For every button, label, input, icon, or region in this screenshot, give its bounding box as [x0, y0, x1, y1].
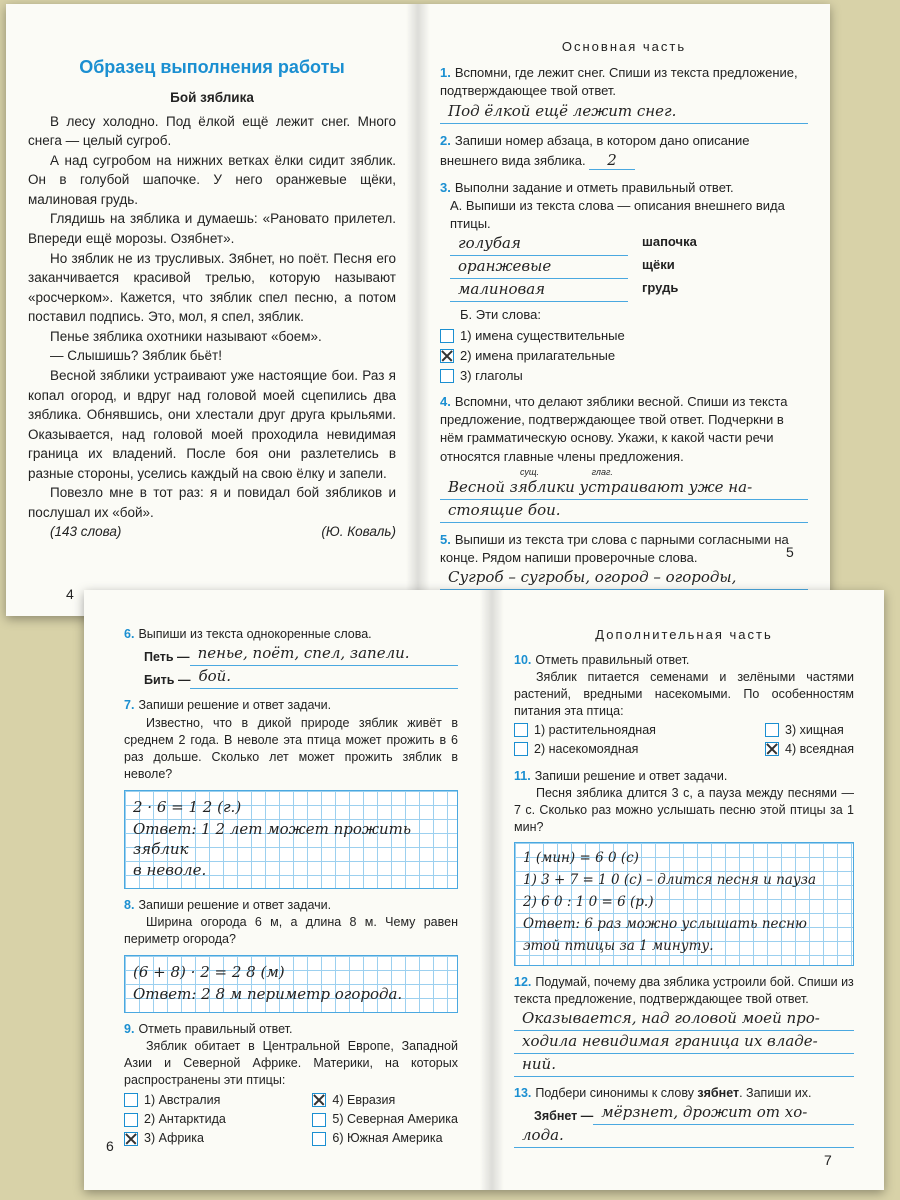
task-text: Вспомни, где лежит снег. Спиши из текста предложение, подтверждающее твой ответ.	[440, 65, 798, 99]
task-title: Запиши решение и ответ задачи.	[138, 897, 332, 912]
page-number-7: 7	[824, 1152, 832, 1168]
checkbox-checked[interactable]	[124, 1132, 138, 1146]
options-col	[312, 1090, 458, 1150]
solution-line: Ответ: 6 раз можно услышать песню	[523, 915, 807, 932]
story-paragraph: Глядишь на зяблика и думаешь: «Рановато прилетел. Впереди ещё морозы. Озябнет».	[28, 211, 396, 247]
option-label: 2) Антарктида	[144, 1111, 226, 1126]
task-3	[440, 179, 808, 385]
option-row[interactable]	[440, 327, 808, 345]
pair-row	[440, 279, 808, 302]
task-title: Отметь правильный ответ.	[138, 1021, 293, 1036]
solution-line: Ответ: 1 2 лет может прожить зяблик	[133, 819, 411, 859]
task-text: Подумай, почему два зяблика устроили бой. Спиши из текста предложение, подтверждающее твой ответ.	[514, 974, 854, 1006]
task-12	[514, 974, 854, 1077]
solution-line: 1 (мин) = 6 0 (с)	[523, 849, 639, 866]
gutter	[406, 4, 430, 616]
task-number: 13.	[514, 1085, 532, 1100]
root-label: Петь —	[144, 650, 190, 664]
task-text: Вспомни, что делают зяблики весной. Спиши из текста предложение, подтверждающее твой ответ. Подчеркни в нём грамматическую основу. Укажи, к какой части речи относятся главные члены предложения.	[440, 394, 788, 464]
answer-line[interactable]: голубая	[450, 233, 628, 256]
answer-line[interactable]: ний.	[514, 1054, 854, 1077]
noun-mark: сущ.	[520, 466, 540, 477]
grammar-marks	[440, 466, 808, 477]
option-row[interactable]	[312, 1111, 458, 1128]
task-number: 1.	[440, 65, 451, 81]
story-paragraph: Повезло мне в тот раз: я и повидал бой зябликов и послушал их «бой».	[28, 485, 396, 520]
option-row[interactable]	[765, 741, 854, 758]
task-number: 9.	[124, 1021, 135, 1036]
story-paragraph: А над сугробом на нижних ветках ёлки сидит зяблик. Он в голубой шапочке. У него оранжевые щёки, малиновая грудь.	[28, 152, 396, 207]
task-number: 5.	[440, 531, 451, 547]
task-text: Подбери синонимы к слову	[535, 1085, 698, 1100]
story-credits	[28, 522, 396, 542]
answer-field[interactable]: 2	[589, 151, 635, 170]
task-9	[124, 1021, 458, 1150]
checkbox[interactable]	[124, 1113, 138, 1127]
solution-grid[interactable]	[124, 955, 458, 1013]
story-title: Бой зяблика	[170, 90, 254, 106]
checkbox[interactable]	[765, 723, 779, 737]
option-row[interactable]	[765, 722, 854, 739]
section-title: Основная часть	[561, 39, 687, 54]
solution-line: Ответ: 2 8 м периметр огорода.	[133, 984, 403, 1003]
checkbox[interactable]	[124, 1093, 138, 1107]
option-label: 3) хищная	[785, 722, 844, 737]
pair-row	[440, 233, 808, 256]
top-spread	[6, 4, 830, 616]
synonym-row	[514, 1102, 854, 1125]
task-text: Ширина огорода 6 м, а длина 8 м. Чему равен периметр огорода?	[124, 915, 458, 947]
task-11	[514, 768, 854, 966]
task-text: Зяблик питается семенами и зелёными частями растений, вредными насекомыми. По особенностям питания эта птица:	[514, 669, 854, 718]
task-text: Зяблик обитает в Центральной Европе, Западной Азии и Северной Африке. Материки, на которых распространены эти птицы:	[124, 1038, 458, 1088]
task-text: Выпиши из текста однокоренные слова.	[138, 627, 372, 641]
pair-word: шапочка	[642, 234, 697, 250]
checkbox[interactable]	[440, 369, 454, 383]
answer-line[interactable]: бой.	[190, 666, 458, 689]
root-row	[124, 666, 458, 689]
section-title: Дополнительная часть	[595, 627, 773, 642]
option-label: 3) Африка	[144, 1131, 204, 1146]
page-number-6: 6	[106, 1138, 114, 1154]
task-text: Выполни задание и отметь правильный ответ.	[454, 179, 734, 195]
page-number-5: 5	[786, 544, 794, 560]
option-row[interactable]	[440, 367, 808, 385]
task-number: 2.	[440, 132, 451, 148]
page-6	[124, 618, 458, 1190]
task-3a-text: А. Выпиши из текста слова — описания внешнего вида птицы.	[450, 197, 785, 232]
task-text-end: . Запиши их.	[739, 1085, 812, 1100]
page-4	[28, 50, 396, 616]
option-label: 2) насекомоядная	[534, 741, 639, 756]
options-columns	[124, 1090, 458, 1150]
task-6	[124, 626, 458, 689]
story-paragraph: В лесу холодно. Под ёлкой ещё лежит снег. Много снега — целый сугроб.	[28, 113, 396, 149]
option-row[interactable]	[124, 1111, 226, 1128]
story-paragraph: Весной зяблики устраивают уже настоящие бои. Раз я копал огород, и вдруг над головой моей сцепились два зяблика. Обнявшись, они хлестали друг друга крыльями. Оказывается, над головой моей проходила невидимая граница их владений. После боя они разлетелись в разные стороны, уселись каждый на свою ёлку и запели.	[28, 367, 396, 481]
option-label: 4) всеядная	[785, 741, 854, 756]
answer-line[interactable]: Под ёлкой ещё лежит снег.	[440, 101, 808, 124]
checkbox[interactable]	[440, 329, 454, 343]
solution-line: 2) 6 0 : 1 0 = 6 (р.)	[523, 893, 654, 910]
option-row[interactable]	[440, 347, 808, 365]
solution-line: (6 + 8) · 2 = 2 8 (м)	[133, 962, 285, 981]
option-label: 1) Австралия	[144, 1092, 221, 1107]
keyword: зябнет	[697, 1085, 740, 1100]
checkbox[interactable]	[514, 742, 528, 756]
task-number: 12.	[514, 974, 532, 989]
synonym-label: Зябнет —	[534, 1108, 594, 1123]
answer-line[interactable]: Оказывается, над головой моей про-	[514, 1008, 854, 1031]
answer-line[interactable]: лода.	[514, 1125, 854, 1148]
options-columns	[514, 720, 854, 760]
pair-word: щёки	[642, 257, 675, 273]
solution-grid[interactable]	[514, 842, 854, 966]
option-row[interactable]	[312, 1092, 458, 1109]
task-text: Известно, что в дикой природе зяблик живёт в среднем 2 года. В неволе эта птица может прожить в 6 раз дольше. Сколько лет может прожить зяблик в неволе?	[124, 715, 458, 782]
checkbox[interactable]	[312, 1132, 326, 1146]
option-label: 4) Евразия	[332, 1092, 396, 1107]
option-label: 6) Южная Америка	[332, 1131, 443, 1146]
story-paragraph: — Слышишь? Зяблик бьёт!	[50, 348, 222, 364]
option-row[interactable]	[124, 1092, 226, 1109]
option-row[interactable]	[514, 722, 656, 739]
task-title: Отметь правильный ответ.	[535, 652, 690, 667]
option-label: 1) растительноядная	[534, 722, 656, 737]
checkbox-checked[interactable]	[765, 742, 779, 756]
author-name: (Ю. Коваль)	[321, 524, 396, 540]
bottom-spread	[84, 590, 884, 1190]
solution-line: 1) 3 + 7 = 1 0 (с) – длится песня и пауза	[523, 871, 817, 888]
task-number: 11.	[514, 768, 531, 783]
task-number: 10.	[514, 652, 532, 667]
answer-line[interactable]: стоящие бои.	[440, 500, 808, 523]
option-row[interactable]	[124, 1130, 226, 1147]
option-label: 5) Северная Америка	[332, 1111, 458, 1126]
task-title: Запиши решение и ответ задачи.	[138, 698, 332, 713]
task-number: 3.	[440, 179, 451, 195]
solution-line: этой птицы за 1 минуту.	[523, 937, 714, 954]
option-label: 1) имена существительные	[460, 327, 625, 343]
task-4	[440, 393, 808, 523]
solution-grid[interactable]	[124, 790, 458, 889]
task-number: 8.	[124, 897, 135, 912]
options-col	[124, 1090, 226, 1150]
answer-line[interactable]: малиновая	[450, 279, 628, 302]
task-7	[124, 697, 458, 889]
task-13	[514, 1085, 854, 1148]
task-2	[440, 132, 808, 171]
option-label: 2) имена прилагательные	[460, 347, 616, 363]
gutter	[480, 590, 504, 1190]
root-label: Бить —	[144, 673, 191, 687]
task-3b-text: Б. Эти слова:	[460, 307, 541, 323]
checkbox[interactable]	[312, 1113, 326, 1127]
answer-line[interactable]: Весной зяблики устраивают уже на-	[440, 477, 808, 500]
task-10	[514, 652, 854, 760]
task-title: Запиши решение и ответ задачи.	[534, 768, 728, 783]
checkbox-checked[interactable]	[312, 1093, 326, 1107]
page-7	[514, 626, 854, 1190]
root-row	[124, 643, 458, 666]
options-col	[514, 720, 656, 760]
page-5	[440, 38, 808, 616]
task-8	[124, 897, 458, 1013]
page-number-4: 4	[66, 586, 74, 602]
task-text: Выпиши из текста три слова с парными согласными на конце. Рядом напиши проверочные слова.	[440, 531, 789, 565]
answer-line[interactable]: ходила невидимая граница их владе-	[514, 1031, 854, 1054]
task-text: Песня зяблика длится 3 с, а пауза между песнями — 7 с. Сколько раз можно услышать песню этой птицы за 1 мин?	[514, 785, 854, 834]
pair-word: грудь	[642, 280, 679, 296]
option-label: 3) глаголы	[460, 367, 523, 383]
option-row[interactable]	[514, 741, 656, 758]
verb-mark: глаг.	[591, 466, 613, 477]
answer-line[interactable]: оранжевые	[450, 256, 628, 279]
option-row[interactable]	[312, 1130, 458, 1147]
task-1	[440, 64, 808, 123]
answer-line[interactable]: мёрзнет, дрожит от хо-	[593, 1102, 854, 1125]
checkbox[interactable]	[514, 723, 528, 737]
options-col	[765, 720, 854, 760]
task-number: 4.	[440, 394, 451, 410]
solution-line: 2 · 6 = 1 2 (г.)	[133, 797, 242, 816]
pair-row	[440, 256, 808, 279]
answer-line[interactable]: Сугроб – сугробы, огород – огороды,	[440, 567, 808, 590]
answer-line[interactable]: пенье, поёт, спел, запели.	[190, 643, 458, 666]
checkbox-checked[interactable]	[440, 349, 454, 363]
story-paragraph: Пенье зяблика охотники называют «боем».	[50, 328, 322, 344]
task-text: Запиши номер абзаца, в котором дано описание внешнего вида зяблика.	[440, 132, 750, 168]
solution-line: в неволе.	[133, 860, 207, 879]
sample-title: Образец выполнения работы	[79, 57, 345, 77]
task-number: 7.	[124, 698, 135, 713]
word-count: (143 слова)	[50, 524, 122, 540]
story-paragraph: Но зяблик не из трусливых. Зябнет, но поёт. Песня его заканчивается красивой трелью, которую называют «росчерком». Кажется, что зяблик спел песню, а потом поставил подпись. Это, мол, я спел, зяблик.	[28, 250, 396, 325]
task-number: 6.	[124, 627, 135, 641]
